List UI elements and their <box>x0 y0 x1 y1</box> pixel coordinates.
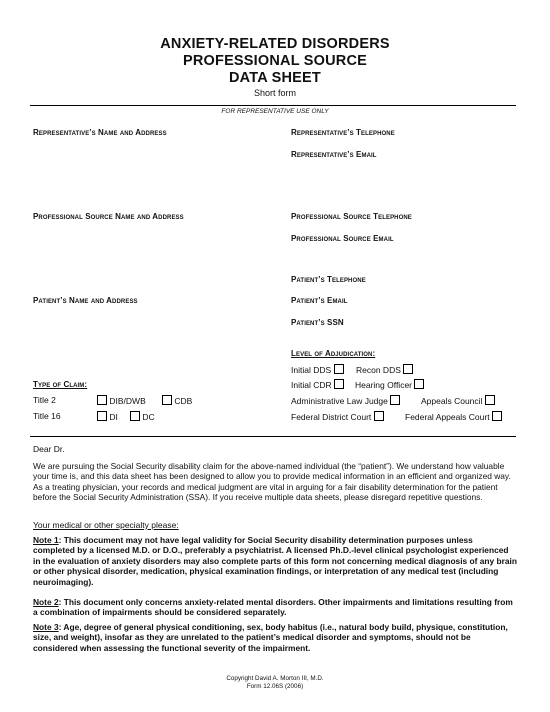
fed-appeals-checkbox[interactable] <box>492 411 502 421</box>
initial-dds-checkbox[interactable] <box>334 364 344 374</box>
adjudication-label: Level of Adjudication: <box>291 349 376 358</box>
title2-label: Title 2 <box>33 395 56 405</box>
hearing-officer-option[interactable] <box>355 379 424 390</box>
alj-checkbox[interactable] <box>390 395 400 405</box>
alj-label: Administrative Law Judge <box>291 396 388 406</box>
top-divider <box>30 105 516 106</box>
patient-email-label: Patient’s Email <box>291 296 348 305</box>
recon-dds-label: Recon DDS <box>356 365 401 375</box>
rep-email-label: Representative’s Email <box>291 150 377 159</box>
appeals-council-option[interactable] <box>421 395 495 406</box>
appeals-council-checkbox[interactable] <box>485 395 495 405</box>
initial-cdr-label: Initial CDR <box>291 380 332 390</box>
appeals-council-label: Appeals Council <box>421 396 483 406</box>
note-1 <box>33 535 517 587</box>
rep-name-label: Representative’s Name and Address <box>33 128 167 137</box>
salutation: Dear Dr. <box>33 444 65 454</box>
initial-dds-option[interactable] <box>291 364 344 375</box>
fed-district-label: Federal District Court <box>291 412 372 422</box>
note-3 <box>33 622 517 653</box>
initial-cdr-option[interactable] <box>291 379 344 390</box>
ps-name-label: Professional Source Name and Address <box>33 212 184 221</box>
cdb-option[interactable] <box>162 395 192 406</box>
initial-cdr-checkbox[interactable] <box>334 379 344 389</box>
ps-phone-label: Professional Source Telephone <box>291 212 412 221</box>
representative-use-caption: FOR REPRESENTATIVE USE ONLY <box>221 108 329 115</box>
note-3-text: : Age, degree of general physical conditioning, sex, body habitus (i.e., natural body build, physique, constitution, size, and weight), insofar as they are unrelated to the patient’s medical disorder and symptoms, should not be considered when assessing the functional severity of the impairment. <box>33 622 508 653</box>
recon-dds-checkbox[interactable] <box>403 364 413 374</box>
di-checkbox[interactable] <box>97 411 107 421</box>
note-2-label: Note 2 <box>33 597 59 607</box>
fed-appeals-label: Federal Appeals Court <box>405 412 490 422</box>
fed-district-checkbox[interactable] <box>374 411 384 421</box>
rep-phone-label: Representative’s Telephone <box>291 128 395 137</box>
dib-dwb-checkbox[interactable] <box>97 395 107 405</box>
patient-phone-label: Patient’s Telephone <box>291 275 366 284</box>
copyright-line: Copyright David A. Morton III, M.D. <box>226 675 324 682</box>
hearing-officer-label: Hearing Officer <box>355 380 413 390</box>
cdb-checkbox[interactable] <box>162 395 172 405</box>
hearing-officer-checkbox[interactable] <box>414 379 424 389</box>
dib-dwb-label: DIB/DWB <box>109 396 146 406</box>
di-label: DI <box>109 412 118 422</box>
intro-paragraph: We are pursuing the Social Security disability claim for the above-named individual (the “patient”). We understand how valuable your time is, and this data sheet has been designed to allow you to provide medical information in an efficient and organized way. As a treating physician, your records and medical judgment are vital in arguing for a fair disability determination for the patient before the Social Security Administration (SSA). If you receive multiple data sheets, please disregard repetitive questions. <box>33 461 511 503</box>
fed-district-option[interactable] <box>291 411 384 422</box>
note-1-label: Note 1 <box>33 535 59 545</box>
title-line-2: PROFESSIONAL SOURCE <box>182 53 367 69</box>
dc-label: DC <box>142 412 155 422</box>
di-option[interactable] <box>97 411 118 422</box>
patient-ssn-label: Patient’s SSN <box>291 318 344 327</box>
note-1-text: : This document may not have legal validity for Social Security disability determination purposes unless completed by a licensed M.D. or D.O., preferably a psychiatrist. A licensed Ph.D.-level clinical psychologist experienced in the evaluation of anxiety disorders may also complete parts of this form not concerning medical diagnosis of any brain or other physical disorder, medication, physical examination findings, or interpretation of any medical test (including neuroimaging). <box>33 535 517 587</box>
claim-type-label: Type of Claim: <box>33 380 88 389</box>
recon-dds-option[interactable] <box>356 364 413 375</box>
title-line-1: ANXIETY-RELATED DISORDERS <box>160 36 390 52</box>
subtitle: Short form <box>253 88 296 98</box>
ps-email-label: Professional Source Email <box>291 234 394 243</box>
dc-checkbox[interactable] <box>130 411 140 421</box>
note-2 <box>33 597 517 618</box>
dc-option[interactable] <box>130 411 155 422</box>
initial-dds-label: Initial DDS <box>291 365 332 375</box>
middle-divider <box>30 436 516 437</box>
note-2-text: : This document only concerns anxiety-related mental disorders. Other impairments and limitations resulting from a combination of impairments should be considered separately. <box>33 597 513 618</box>
cdb-label: CDB <box>174 396 193 406</box>
title16-label: Title 16 <box>33 411 61 421</box>
note-3-label: Note 3 <box>33 622 59 632</box>
form-number: Form 12.06S (2006) <box>246 683 304 690</box>
specialty-prompt: Your medical or other specialty please: <box>33 520 179 530</box>
dib-dwb-option[interactable] <box>97 395 146 406</box>
fed-appeals-option[interactable] <box>405 411 502 422</box>
patient-name-label: Patient’s Name and Address <box>33 296 138 305</box>
title-line-3: DATA SHEET <box>229 70 321 86</box>
alj-option[interactable] <box>291 395 400 406</box>
